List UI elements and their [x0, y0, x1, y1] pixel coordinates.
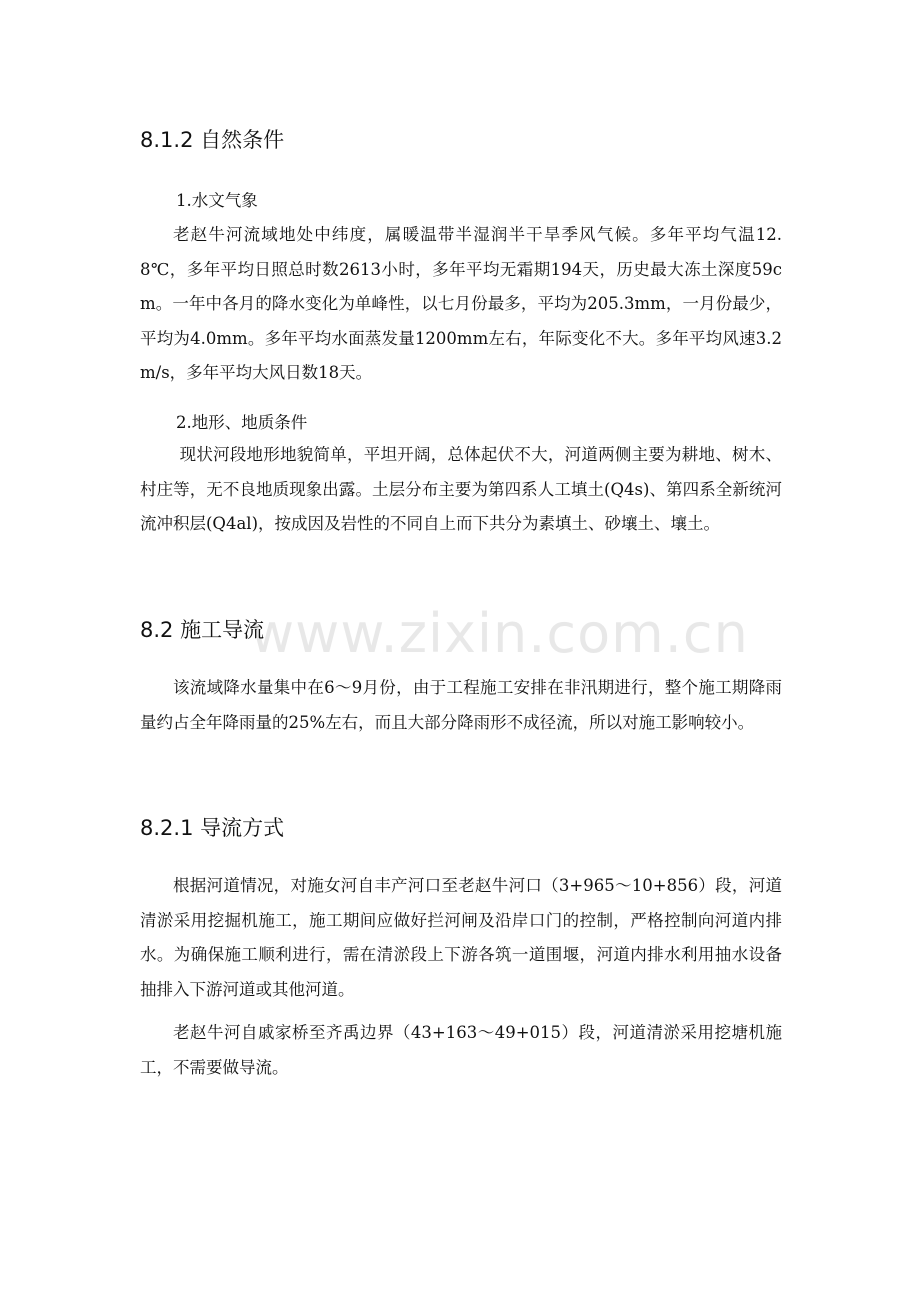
section-heading-8-2-1: 8.2.1 导流方式: [140, 816, 285, 840]
section-heading-8-1-2: 8.1.2 自然条件: [140, 128, 285, 152]
subheading-terrain-geology: 2.地形、地质条件: [176, 413, 308, 432]
paragraph-diversion-method-2: 老赵牛河自戚家桥至齐禹边界（43+163～49+015）段，河道清淤采用挖塘机施工，不需要做导流。: [140, 1023, 782, 1077]
paragraph-diversion-method-1: 根据河道情况，对施女河自丰产河口至老赵牛河口（3+965～10+856）段，河道清淤采用挖掘机施工，施工期间应做好拦河闸及沿岸口门的控制，严格控制向河道内排水。为确保施工顺利进行，需在清淤段上下游各筑一道围堰，河道内排水利用抽水设备抽排入下游河道或其他河道。: [140, 876, 782, 999]
section-heading-8-2: 8.2 施工导流: [140, 618, 265, 642]
paragraph-hydrology: 老赵牛河流域地处中纬度，属暖温带半湿润半干旱季风气候。多年平均气温12.8℃，多年平均日照总时数2613小时，多年平均无霜期194天，历史最大冻土深度59cm。一年中各月的降水变化为单峰性，以七月份最多，平均为205.3mm，一月份最少，平均为4.0mm。多年平均水面蒸发量1200mm左右，年际变化不大。多年平均风速3.2m/s，多年平均大风日数18天。: [140, 225, 782, 382]
paragraph-terrain-geology: 现状河段地形地貌简单，平坦开阔，总体起伏不大，河道两侧主要为耕地、树木、村庄等，无不良地质现象出露。土层分布主要为第四系人工填土(Q4s)、第四系全新统河流冲积层(Q4al)，按成因及岩性的不同自上而下共分为素填土、砂壤土、壤土。: [140, 445, 782, 533]
watermark: www.zixin.com.cn: [250, 602, 749, 665]
paragraph-diversion-overview: 该流域降水量集中在6～9月份，由于工程施工安排在非汛期进行，整个施工期降雨量约占全年降雨量的25%左右，而且大部分降雨形不成径流，所以对施工影响较小。: [140, 678, 782, 732]
subheading-hydrology: 1.水文气象: [176, 191, 258, 210]
